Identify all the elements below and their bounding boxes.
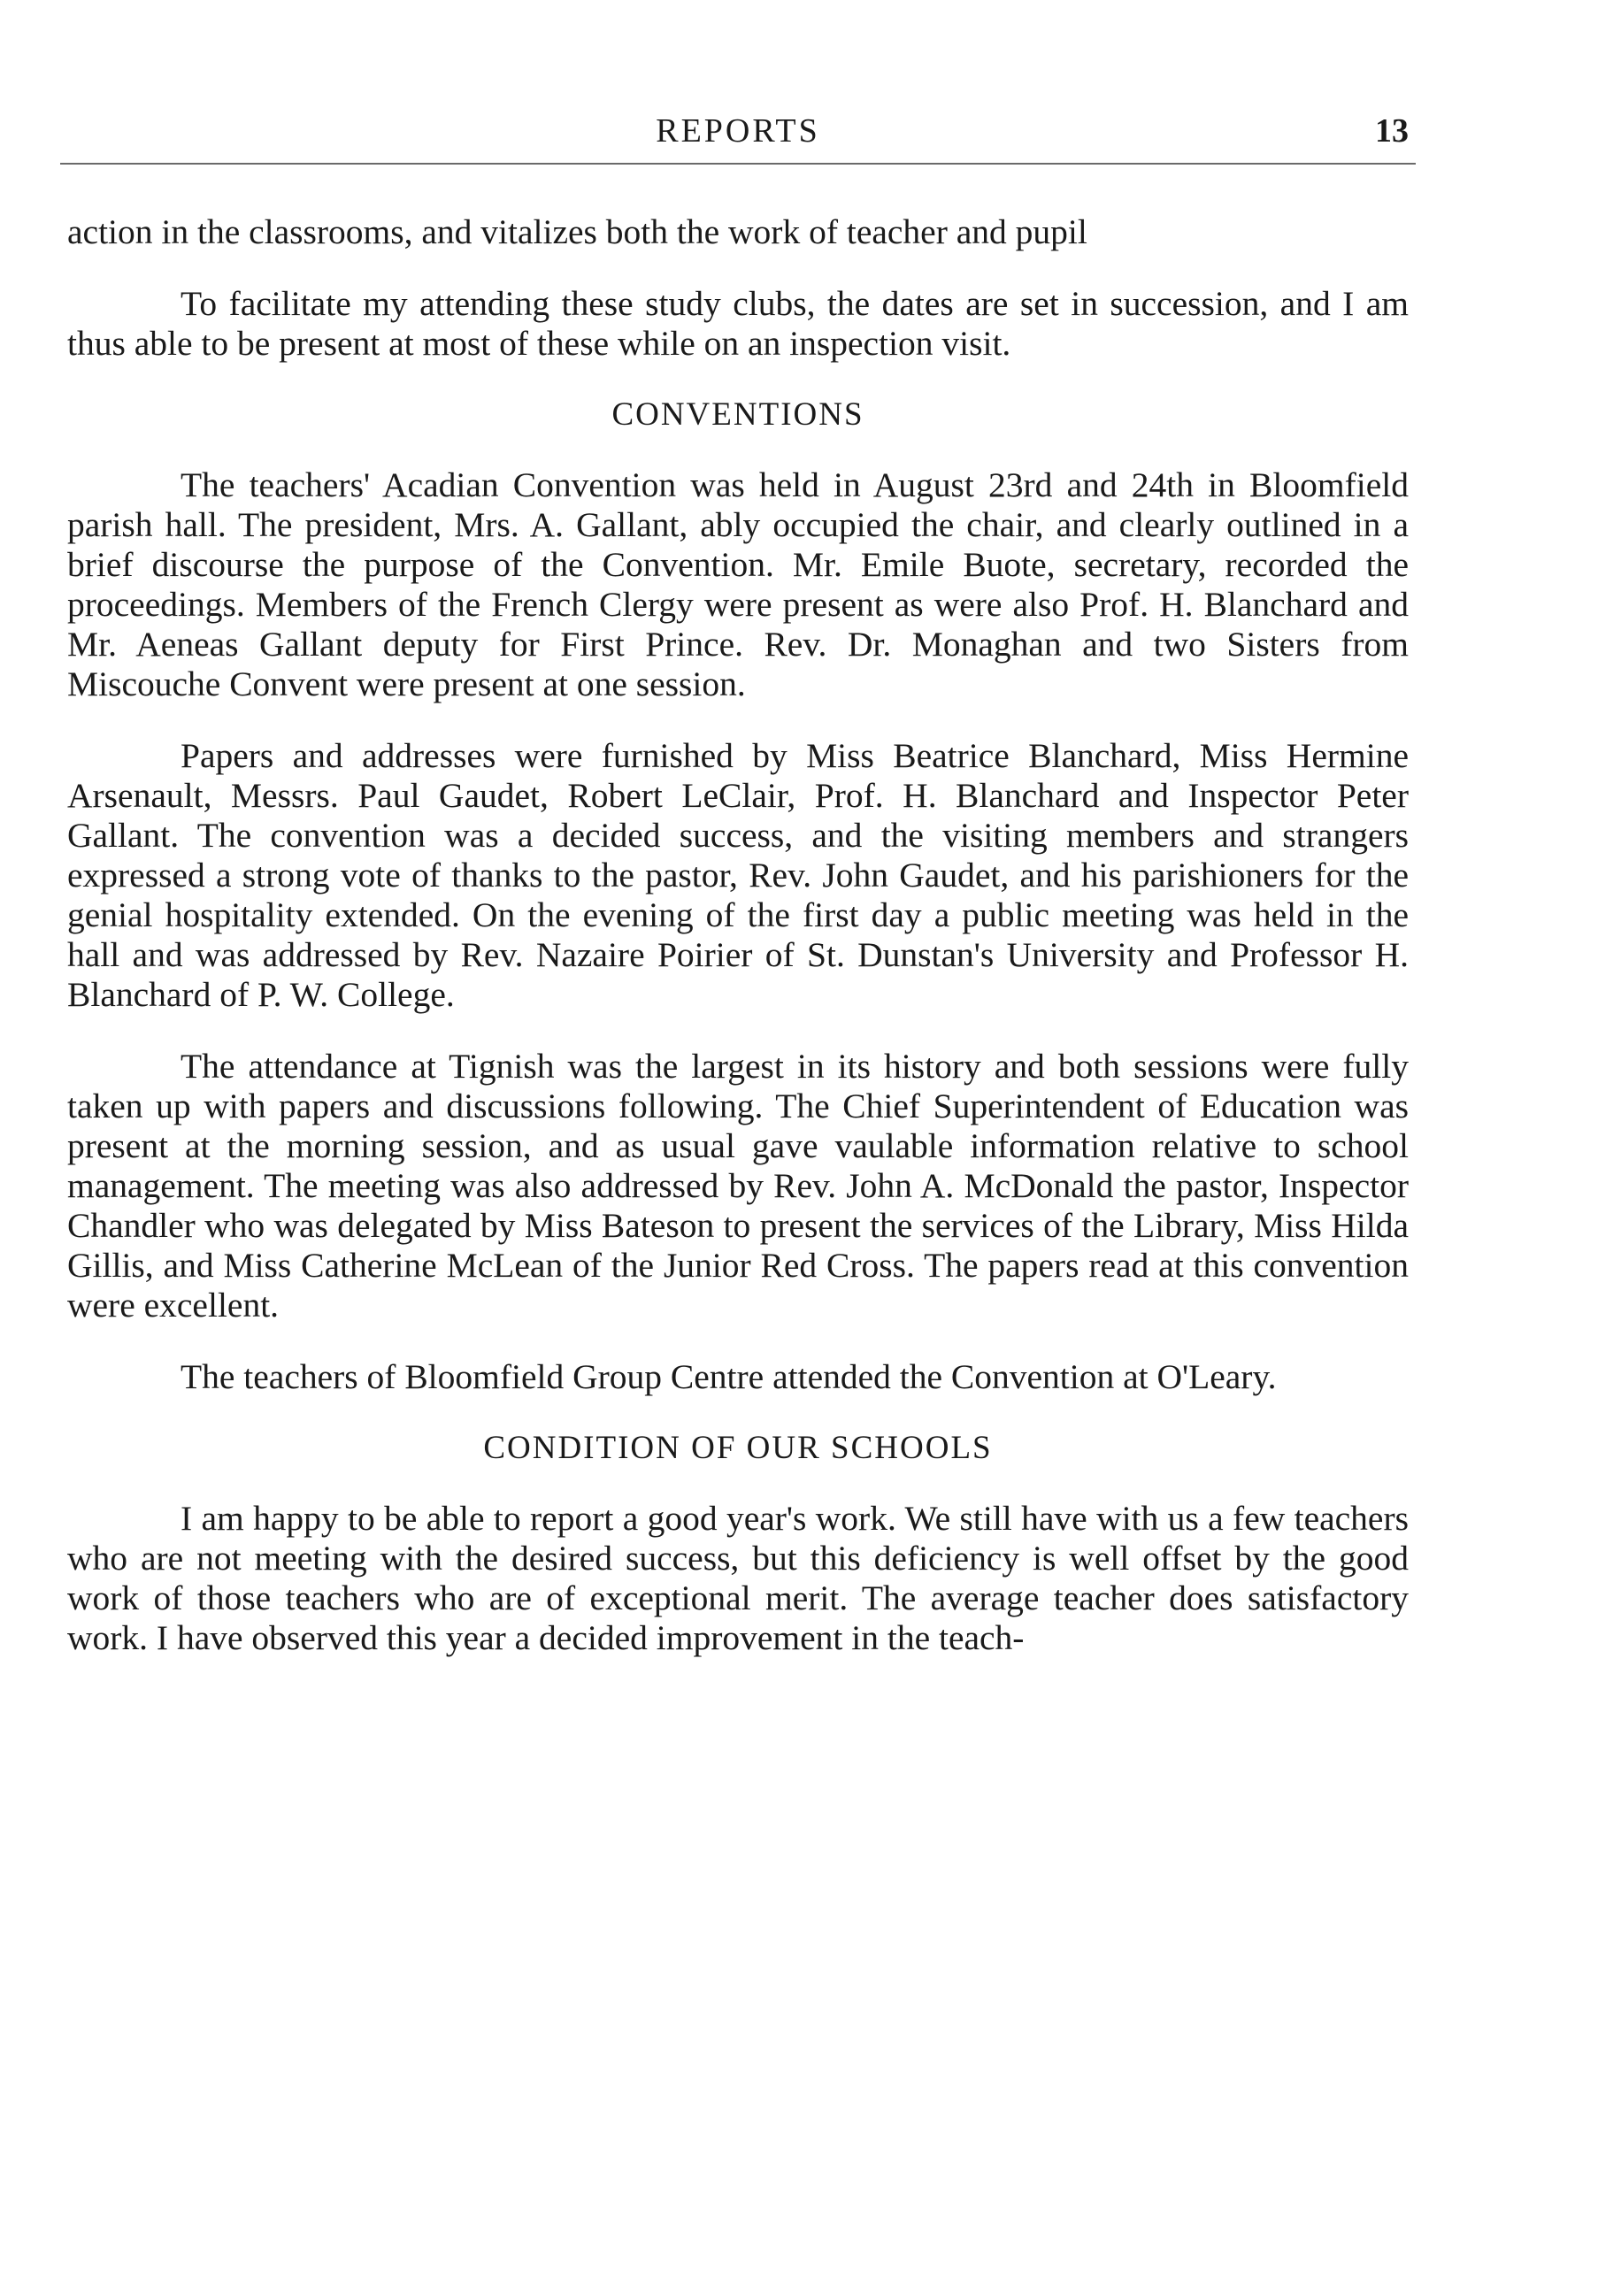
page-header [67, 106, 1409, 168]
paragraph-study-clubs: To facilitate my attending these study clubs, the dates are set in succession, and I am thus able to be present at most of these while on an inspection visit. [67, 284, 1409, 363]
body-text [67, 212, 1409, 1658]
document-page [67, 106, 1409, 1690]
paragraph-good-year: I am happy to be able to report a good year's work. We still have with us a few teachers who are not meeting with the desired success, but this deficiency is well offset by the good work of those teachers who are of exceptional merit. The average teacher does satisfactory work. I have observed this year a decided improvement in the teach- [67, 1499, 1409, 1657]
paragraph-tignish-attendance: The attendance at Tignish was the largest in its history and both sessions were fully taken up with papers and discussions following. The Chief Superintendent of Education was present at the morning session, and as usual gave vaulable information relative to school management. The meeting was also addressed by Rev. John A. McDonald the pastor, Inspector Chandler who was delegated by Miss Bateson to present the services of the Library, Miss Hilda Gillis, and Miss Catherine McLean of the Junior Red Cross. The papers read at this convention were excellent. [67, 1047, 1409, 1325]
running-head: REPORTS [656, 112, 820, 150]
paragraph-acadian-convention: The teachers' Acadian Convention was held in August 23rd and 24th in Bloomfield parish hall. The president, Mrs. A. Gallant, ably occupied the chair, and clearly outlined in a brief discourse the purpose of the Convention. Mr. Emile Buote, secretary, recorded the proceedings. Members of the French Clergy were present as were also Prof. H. Blanchard and Mr. Aeneas Gallant deputy for First Prince. Rev. Dr. Monaghan and two Sisters from Miscouche Convent were present at one session. [67, 465, 1409, 703]
paragraph-continuation: action in the classrooms, and vitalizes both the work of teacher and pupil [67, 212, 1087, 251]
paragraph-bloomfield-group: The teachers of Bloomfield Group Centre attended the Convention at O'Leary. [181, 1357, 1277, 1396]
paragraph-papers-addresses: Papers and addresses were furnished by Miss Beatrice Blanchard, Miss Hermine Arsenault, Messrs. Paul Gaudet, Robert LeClair, Prof. H. Blanchard and Inspector Peter Gallant. The convention was a decided success, and the visiting members and strangers expressed a strong vote of thanks to the pastor, Rev. John Gaudet, and his parishioners for the genial hospitality extended. On the evening of the first day a public meeting was held in the hall and was addressed by Rev. Nazaire Poirier of St. Dunstan's University and Professor H. Blanchard of P. W. College. [67, 736, 1409, 1014]
section-heading-conventions: CONVENTIONS [611, 396, 864, 433]
header-rule [60, 163, 1416, 165]
page-number: 13 [1375, 112, 1409, 150]
section-heading-condition-of-schools: CONDITION OF OUR SCHOOLS [483, 1430, 993, 1466]
